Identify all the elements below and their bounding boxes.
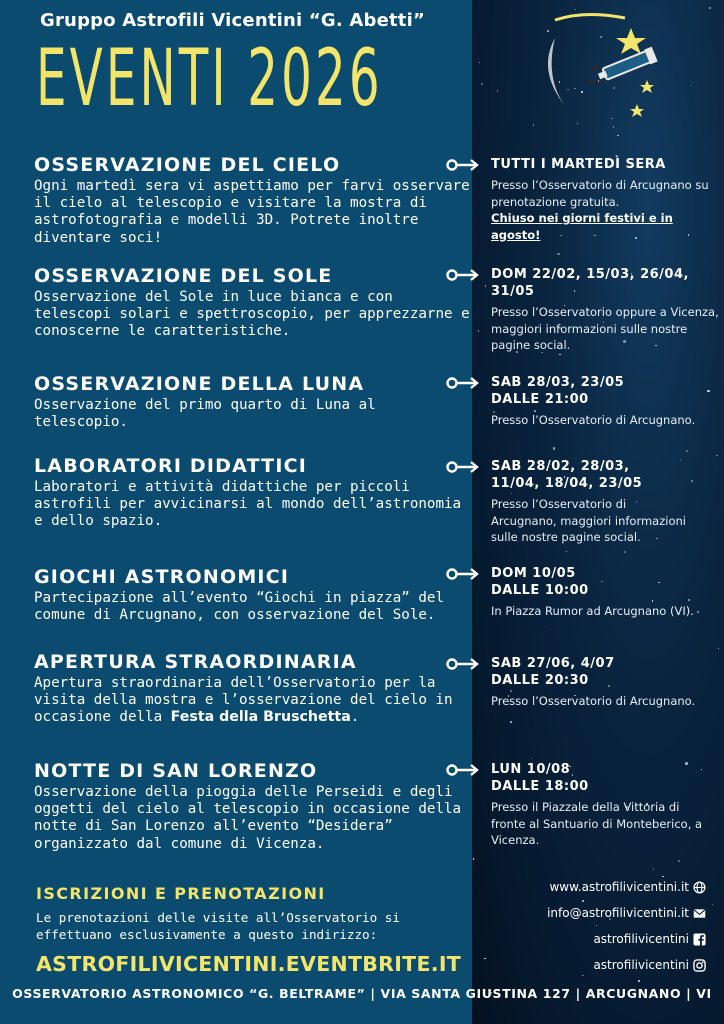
event-date: DOM 10/05 <box>491 566 576 581</box>
star-dot <box>653 868 655 870</box>
event-info-notte-san-lorenzo <box>446 761 721 849</box>
facebook-text: astrofilivicentini <box>593 932 689 946</box>
star-dot <box>510 721 512 723</box>
star-dot <box>712 904 714 906</box>
arrow-right-icon <box>446 376 480 390</box>
star-dot <box>638 980 640 982</box>
star-dot <box>686 450 688 452</box>
event-location-note: Presso l’Osservatorio oppure a Vicenza, maggiori informazioni sulle nostre pagine social. <box>491 305 719 352</box>
event-location-note: In Piazza Rumor ad Arcugnano (VI). <box>491 604 694 618</box>
star-dot <box>497 90 499 92</box>
event-date: TUTTI I MARTEDÌ SERA <box>491 157 666 172</box>
event-laboratori-didattici <box>34 455 474 531</box>
event-title: OSSERVAZIONE DEL CIELO <box>34 154 341 176</box>
arrow-right-icon <box>446 763 480 777</box>
event-location-note: Presso l’Osservatorio di Arcugnano, maggiori informazioni sulle nostre pagine social. <box>491 497 686 544</box>
event-title: NOTTE DI SAN LORENZO <box>34 760 318 782</box>
event-osservazione-luna <box>34 373 474 431</box>
event-title: OSSERVAZIONE DELLA LUNA <box>34 373 365 395</box>
registration-title: ISCRIZIONI E PRENOTAZIONI <box>36 884 326 903</box>
instagram-icon <box>693 959 706 972</box>
event-date: SAB 28/03, 23/05 <box>491 375 625 390</box>
eventbrite-link[interactable]: ASTROFILIVICENTINI.EVENTBRITE.IT <box>36 952 462 976</box>
star-dot <box>716 455 718 457</box>
event-closure-warning: Chiuso nei giorni festivi e in agosto! <box>491 211 673 242</box>
arrow-right-icon <box>446 567 480 581</box>
star-dot <box>473 858 475 860</box>
festival-name: Festa della Bruschetta <box>170 709 351 726</box>
star-dot <box>557 253 560 256</box>
email-text: info@astrofilivicentini.it <box>547 906 689 920</box>
event-description: Ogni martedì sera vi aspettiamo per farvi osservare il cielo al telescopio e visitare la mostra di astrofotografia e modelli 3D. Potrete inoltre diventare soci! <box>34 178 470 246</box>
event-notte-san-lorenzo <box>34 760 474 853</box>
moon-telescope-logo-icon <box>525 8 675 128</box>
globe-icon <box>693 881 706 894</box>
instagram-link[interactable] <box>547 952 706 978</box>
event-time: DALLE 10:00 <box>491 583 589 598</box>
star-dot <box>678 860 680 862</box>
star-dot <box>559 354 561 356</box>
event-title: LABORATORI DIDATTICI <box>34 455 308 477</box>
envelope-icon <box>693 907 706 920</box>
event-osservazione-sole <box>34 265 474 341</box>
page-title: EVENTI 2026 <box>36 34 383 124</box>
star-dot <box>709 7 711 9</box>
organization-name: Gruppo Astrofili Vicentini “G. Abetti” <box>40 10 426 31</box>
website-link[interactable] <box>547 874 706 900</box>
event-info-osservazione-cielo <box>446 156 721 243</box>
star-dot <box>479 62 481 64</box>
event-location-note: Presso l’Osservatorio di Arcugnano su prenotazione gratuita. <box>491 178 709 209</box>
event-description: Partecipazione all’evento “Giochi in piazza” del comune di Arcugnano, con osservazione del Sole. <box>34 590 444 624</box>
instagram-text: astrofilivicentini <box>593 958 689 972</box>
event-time: DALLE 20:30 <box>491 673 589 688</box>
event-info-apertura-straordinaria <box>446 655 721 710</box>
star-dot <box>617 135 619 137</box>
event-title: GIOCHI ASTRONOMICI <box>34 566 290 588</box>
event-time: DALLE 18:00 <box>491 779 589 794</box>
event-osservazione-cielo <box>34 154 474 247</box>
event-date: DOM 22/02, 15/03, 26/04, 31/05 <box>491 267 689 299</box>
event-info-osservazione-sole <box>446 266 721 354</box>
event-location-note: Presso il Piazzale della Vittoria di fronte al Santuario di Monteberico, a Vicenza. <box>491 800 703 847</box>
event-description: Osservazione della pioggia delle Perseidi e degli oggetti del cielo al telescopio in occasione della notte di San Lorenzo all’evento “Desidera” organizzato dal comune di Vicenza. <box>34 784 462 852</box>
event-giochi-astronomici <box>34 566 474 624</box>
facebook-icon <box>693 933 706 946</box>
event-location-note: Presso l’Osservatorio di Arcugnano. <box>491 413 696 427</box>
star-dot <box>566 551 568 553</box>
star-dot <box>553 447 556 450</box>
arrow-right-icon <box>446 158 480 172</box>
star-dot <box>691 85 693 87</box>
event-date: SAB 27/06, 4/07 <box>491 656 615 671</box>
event-description: Laboratori e attività didattiche per piccoli astrofili per avvicinarsi al mondo dell’astronomia e dello spazio. <box>34 479 462 530</box>
arrow-right-icon <box>446 460 480 474</box>
event-title: APERTURA STRAORDINARIA <box>34 651 357 673</box>
event-title: OSSERVAZIONE DEL SOLE <box>34 265 333 287</box>
event-location-note: Presso l’Osservatorio di Arcugnano. <box>491 694 696 708</box>
event-date: SAB 28/02, 28/03, 11/04, 18/04, 23/05 <box>491 459 643 491</box>
event-date: LUN 10/08 <box>491 762 571 777</box>
website-text: www.astrofilivicentini.it <box>549 880 689 894</box>
event-description: Osservazione del Sole in luce bianca e con telescopi solari e spettroscopio, per apprezzarne e conoscerne le caratteristiche. <box>34 289 470 340</box>
event-time: DALLE 21:00 <box>491 392 589 407</box>
event-description: Apertura straordinaria dell’Osservatorio per la visita della mostra e l’osservazione del cielo in occasione della Festa della Bruschetta. <box>34 675 453 726</box>
event-info-laboratori-didattici <box>446 458 721 546</box>
star-dot <box>481 83 483 85</box>
contact-list <box>547 874 706 978</box>
arrow-right-icon <box>446 268 480 282</box>
email-link[interactable] <box>547 900 706 926</box>
star-dot <box>624 551 626 553</box>
event-apertura-straordinaria <box>34 651 474 727</box>
observatory-address-footer: OSSERVATORIO ASTRONOMICO “G. BELTRAME” | VIA SANTA GIUSTINA 127 | ARCUGNANO | VI <box>12 986 712 1001</box>
event-info-osservazione-luna <box>446 374 721 429</box>
event-info-giochi-astronomici <box>446 565 721 620</box>
star-dot <box>549 628 551 630</box>
registration-text: Le prenotazioni delle visite all’Osservatorio si effettuano esclusivamente a questo indirizzo: <box>36 910 400 942</box>
star-dot <box>484 958 486 960</box>
facebook-link[interactable] <box>547 926 706 952</box>
event-description: Osservazione del primo quarto di Luna al telescopio. <box>34 397 376 431</box>
star-dot <box>531 758 533 760</box>
arrow-right-icon <box>446 657 480 671</box>
star-dot <box>718 648 720 650</box>
